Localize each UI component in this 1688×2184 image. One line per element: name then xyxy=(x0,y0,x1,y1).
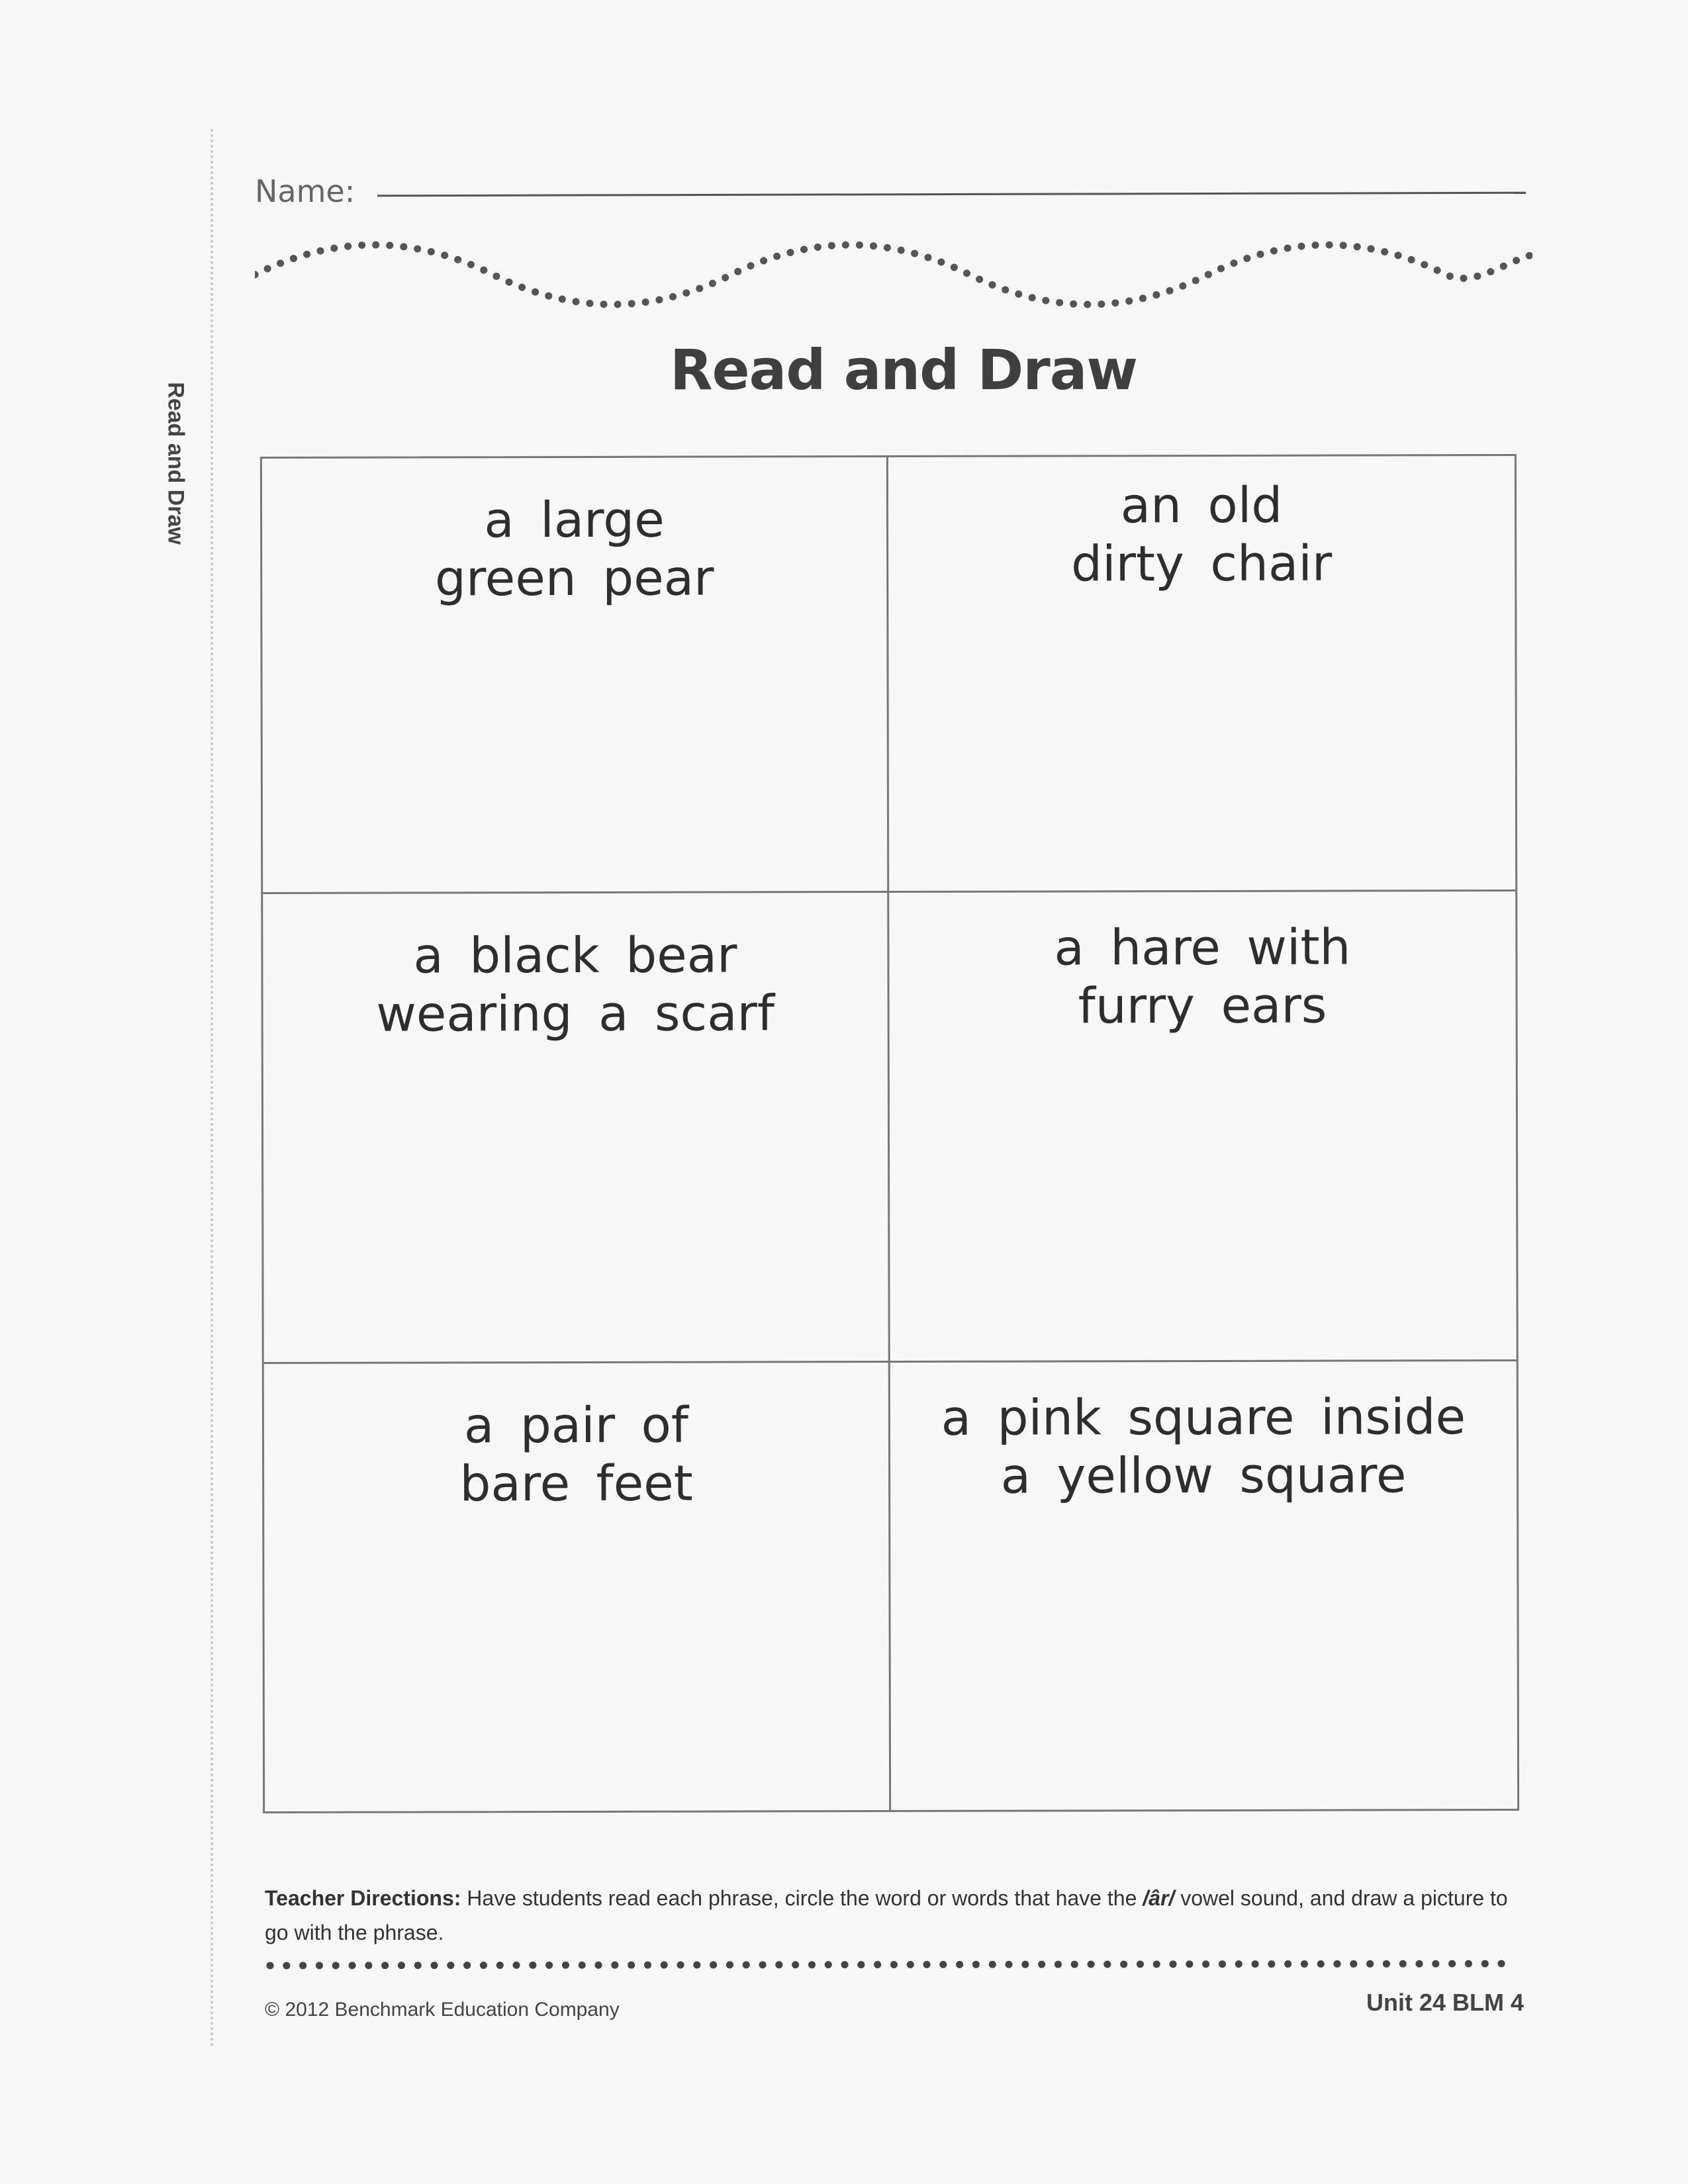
phrase-line: a large xyxy=(484,491,665,549)
drawing-cell-6[interactable] xyxy=(890,1361,1517,1810)
wavy-dotted-divider xyxy=(255,235,1532,314)
name-writing-line[interactable] xyxy=(377,192,1526,200)
phrase-4 xyxy=(1054,919,1351,1361)
directions-label: Teacher Directions: xyxy=(265,1886,461,1910)
unit-label: Unit 24 BLM 4 xyxy=(1366,1989,1524,2016)
drawing-grid xyxy=(260,454,1519,1813)
phrase-line: a black bear xyxy=(413,927,737,985)
bottom-dotted-rule xyxy=(265,1956,1523,1976)
side-title: Read and Draw xyxy=(163,382,189,545)
copyright: © 2012 Benchmark Education Company xyxy=(265,1999,620,2021)
phrase-2 xyxy=(1071,477,1333,891)
phrase-line: dirty chair xyxy=(1070,535,1333,593)
name-row xyxy=(255,173,1526,220)
phrase-line: bare feet xyxy=(459,1455,693,1513)
name-label: Name: xyxy=(255,173,355,209)
margin-dotted-rule xyxy=(211,129,213,2048)
phrase-line: a pink square inside xyxy=(941,1388,1466,1447)
phrase-3 xyxy=(376,926,775,1361)
drawing-cell-5[interactable] xyxy=(264,1363,891,1811)
phrase-line: a yellow square xyxy=(1000,1447,1407,1505)
drawing-cell-3[interactable] xyxy=(263,893,890,1364)
phrase-line: furry ears xyxy=(1078,977,1327,1035)
phrase-1 xyxy=(435,491,715,892)
phrase-5 xyxy=(459,1396,694,1811)
page-title: Read and Draw xyxy=(669,338,1137,402)
phrase-line: wearing a scarf xyxy=(376,985,775,1043)
teacher-directions xyxy=(265,1881,1523,1950)
directions-text-after: vowel sound, and draw a picture to go with the phrase. xyxy=(265,1886,1508,1944)
phrase-line: green pear xyxy=(434,549,714,608)
drawing-cell-4[interactable] xyxy=(889,891,1516,1363)
drawing-cell-1[interactable] xyxy=(262,457,889,894)
phrase-line: a hare with xyxy=(1054,919,1351,977)
drawing-cell-2[interactable] xyxy=(888,456,1515,893)
vowel-sound: /âr/ xyxy=(1143,1886,1175,1910)
directions-text-before: Have students read each phrase, circle the word or words that have the xyxy=(467,1886,1137,1910)
phrase-line: a pair of xyxy=(463,1396,689,1455)
phrase-line: an old xyxy=(1120,477,1283,535)
phrase-6 xyxy=(941,1388,1467,1810)
